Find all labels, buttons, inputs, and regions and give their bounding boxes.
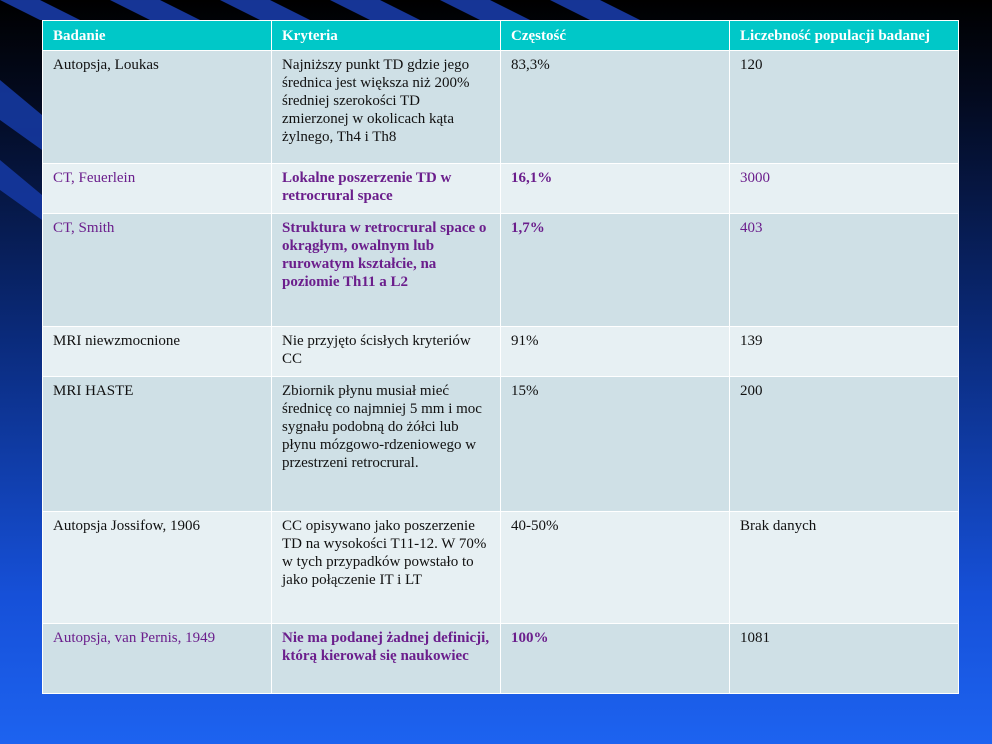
cell-czestosc: 40-50%: [501, 512, 730, 624]
cell-kryteria: Nie przyjęto ścisłych kryteriów CC: [272, 327, 501, 377]
cell-kryteria: Zbiornik płynu musiał mieć średnicę co najmniej 5 mm i moc sygnału podobną do żółci lub płynu mózgowo-rdzeniowego w przestrzeni retrocrural.: [272, 377, 501, 512]
table-row: [43, 51, 959, 164]
cell-czestosc: 83,3%: [501, 51, 730, 164]
study-table: [42, 20, 959, 694]
cell-badanie: CT, Smith: [43, 214, 272, 327]
cell-badanie: Autopsja Jossifow, 1906: [43, 512, 272, 624]
header-liczebnosc: Liczebność populacji badanej: [730, 21, 959, 51]
cell-czestosc: 16,1%: [501, 164, 730, 214]
table-row: [43, 327, 959, 377]
cell-liczebnosc: 3000: [730, 164, 959, 214]
cell-kryteria: Najniższy punkt TD gdzie jego średnica jest większa niż 200% średniej szerokości TD zmierzonej w okolicach kąta żylnego, Th4 i Th8: [272, 51, 501, 164]
table-row: [43, 164, 959, 214]
cell-badanie: CT, Feuerlein: [43, 164, 272, 214]
cell-badanie: Autopsja, van Pernis, 1949: [43, 624, 272, 694]
cell-liczebnosc: 200: [730, 377, 959, 512]
cell-liczebnosc: 120: [730, 51, 959, 164]
cell-czestosc: 100%: [501, 624, 730, 694]
cell-liczebnosc: 403: [730, 214, 959, 327]
cell-liczebnosc: Brak danych: [730, 512, 959, 624]
header-czestosc: Częstość: [501, 21, 730, 51]
header-kryteria: Kryteria: [272, 21, 501, 51]
table-row: [43, 512, 959, 624]
cell-czestosc: 1,7%: [501, 214, 730, 327]
cell-kryteria: Lokalne poszerzenie TD w retrocrural space: [272, 164, 501, 214]
header-badanie: Badanie: [43, 21, 272, 51]
cell-kryteria: Nie ma podanej żadnej definicji, którą kierował się naukowiec: [272, 624, 501, 694]
cell-kryteria: Struktura w retrocrural space o okrągłym, owalnym lub rurowatym kształcie, na poziomie Th11 a L2: [272, 214, 501, 327]
cell-badanie: MRI HASTE: [43, 377, 272, 512]
cell-liczebnosc: 1081: [730, 624, 959, 694]
cell-liczebnosc: 139: [730, 327, 959, 377]
cell-czestosc: 91%: [501, 327, 730, 377]
cell-badanie: Autopsja, Loukas: [43, 51, 272, 164]
table-row: [43, 624, 959, 694]
cell-kryteria: CC opisywano jako poszerzenie TD na wysokości T11-12. W 70% w tych przypadków powstało to jako połączenie IT i LT: [272, 512, 501, 624]
table-row: [43, 214, 959, 327]
table-header-row: [43, 21, 959, 51]
table-row: [43, 377, 959, 512]
cell-czestosc: 15%: [501, 377, 730, 512]
cell-badanie: MRI niewzmocnione: [43, 327, 272, 377]
